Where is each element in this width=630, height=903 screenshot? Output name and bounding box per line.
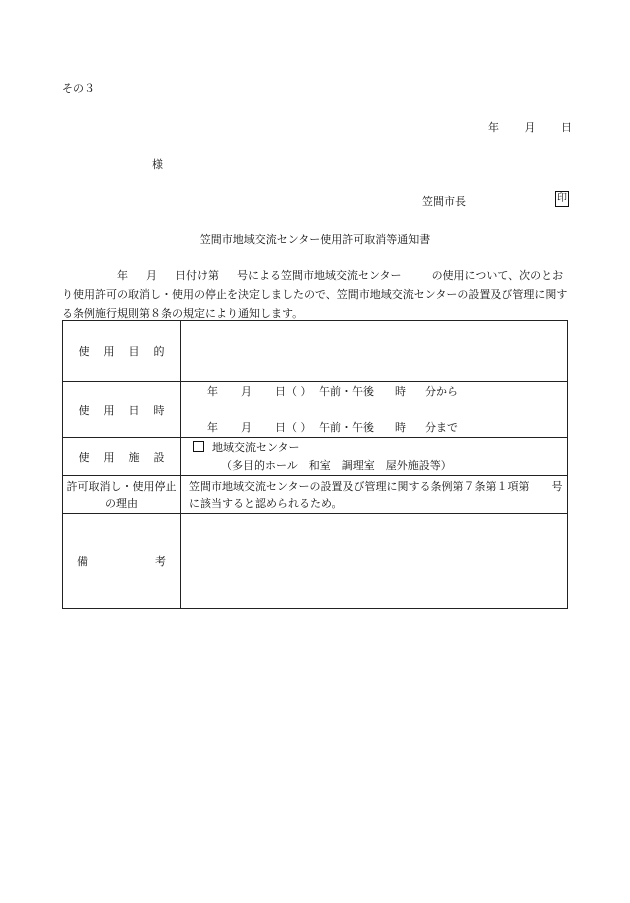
reason-text-1: 笠間市地域交流センターの設置及び管理に関する条例第７条第１項第 号 (189, 479, 563, 493)
purpose-label: 使用目的 (63, 321, 181, 382)
addressee-suffix: 様 (152, 158, 163, 171)
date-year: 年 (488, 121, 499, 134)
row-remarks (63, 514, 568, 609)
facility-detail: （多目的ホール 和室 調理室 屋外施設等） (221, 458, 452, 472)
body-day-ref: 日付け第 (175, 269, 219, 282)
row-purpose (63, 321, 568, 382)
remarks-value[interactable] (181, 514, 568, 609)
form-number: その３ (62, 82, 95, 95)
row-datetime (63, 382, 568, 438)
facility-label: 使用施設 (63, 438, 181, 476)
body-number-ref: 号による笠間市地域交流センター (237, 269, 402, 282)
date-day: 日 (561, 121, 572, 134)
reason-label: 許可取消し・使用停止 の理由 (63, 476, 181, 514)
facility-name: 地域交流センター (212, 440, 300, 454)
datetime-label: 使用日時 (63, 382, 181, 438)
document-title: 笠間市地域交流センター使用許可取消等通知書 (199, 233, 431, 246)
body-main: の使用について、次のとおり使用許可の取消し・使用の停止を決定しましたので、笠間市地域交流センターの設置及び管理に関する条例施行規則第８条の規定により通知します。 (62, 269, 568, 320)
row-facility (63, 438, 568, 476)
issue-date (488, 119, 572, 135)
row-reason (63, 476, 568, 514)
notice-table (62, 320, 568, 609)
reason-text-2: に該当すると認められるため。 (189, 496, 343, 510)
facility-value (181, 438, 568, 476)
notice-body (62, 266, 568, 323)
datetime-value[interactable] (181, 382, 568, 438)
facility-checkbox[interactable] (193, 441, 204, 452)
datetime-to: 年 月 日（ ） 午前・午後 時 分まで (207, 420, 458, 434)
datetime-from: 年 月 日（ ） 午前・午後 時 分から (207, 384, 458, 398)
body-month: 月 (146, 269, 157, 282)
remarks-label: 備 考 (63, 514, 181, 609)
date-month: 月 (524, 121, 536, 134)
reason-value (181, 476, 568, 514)
issuer-name: 笠間市長 (422, 195, 466, 208)
body-year: 年 (117, 269, 128, 282)
seal-mark: 印 (555, 191, 569, 207)
purpose-value[interactable] (181, 321, 568, 382)
